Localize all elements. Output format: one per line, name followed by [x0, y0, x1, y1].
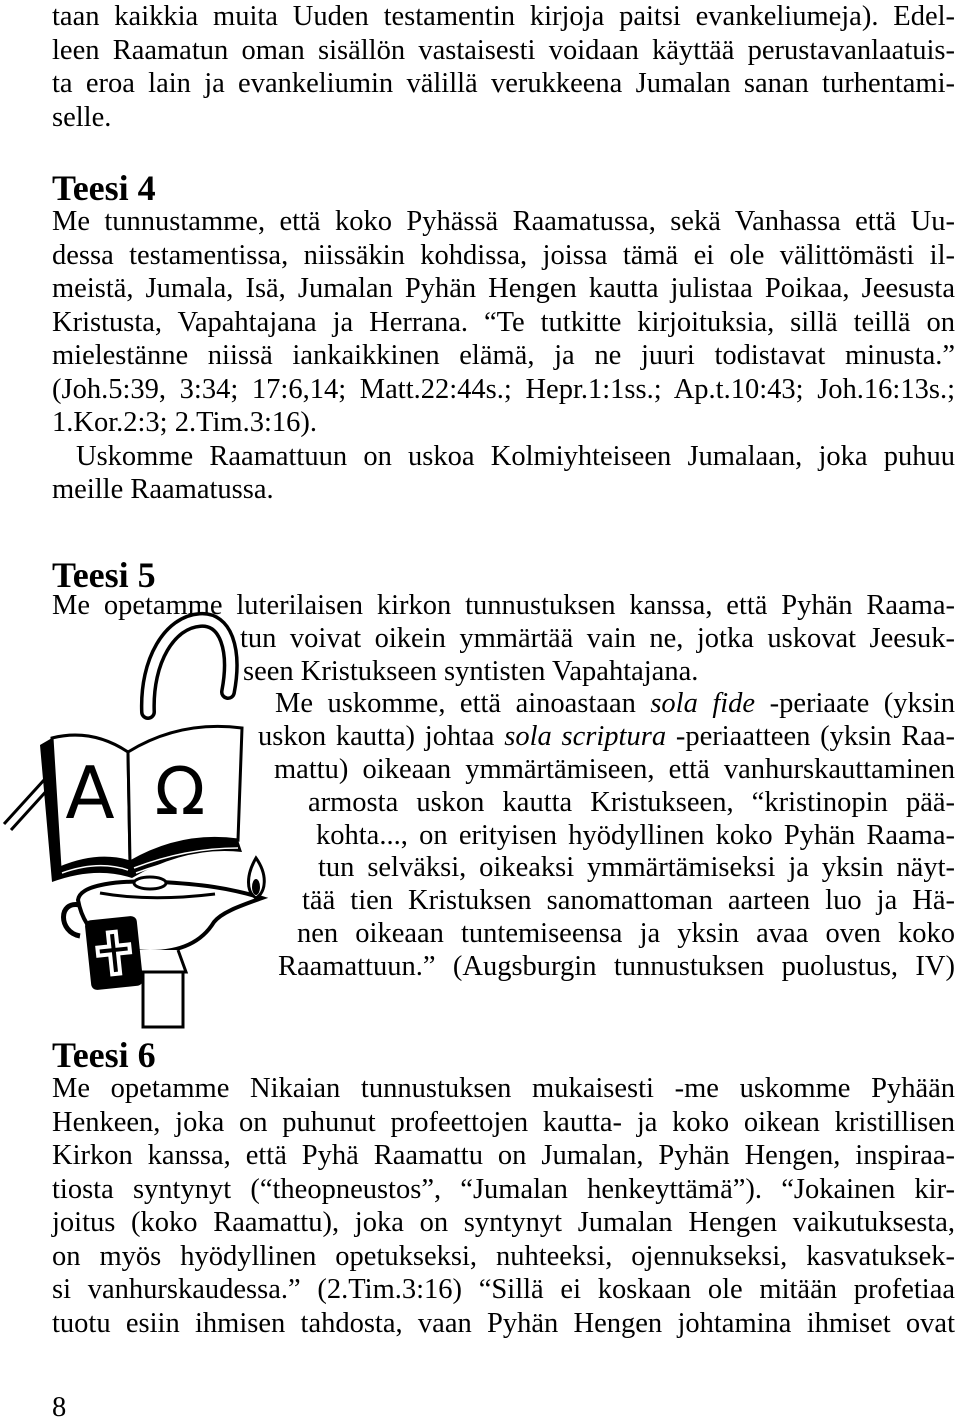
text-line: si vanhurskaudessa.” (2.Tim.3:16) “Sillä ei koskaan ole mitään profetiaa [52, 1274, 955, 1305]
text-line: 1.Kor.2:3; 2.Tim.3:16). [52, 407, 317, 438]
omega-letter: Ω [154, 753, 206, 830]
text-line: leen Raamatun oman sisällön vastaisesti voidaan käyttää perustavanlaatuis- [52, 34, 955, 66]
text-line: Me opetamme Nikaian tunnustuksen mukaisesti -me uskomme Pyhään [52, 1073, 955, 1104]
text-line: tiosta syntynyt (“theopneustos”, “Jumalan henkeyttämä”). “Jokainen kir- [52, 1173, 955, 1205]
cross-banner-icon [84, 915, 143, 990]
bookmark-ribbon [4, 780, 50, 830]
italic-term: sola fide [650, 688, 756, 720]
text-segment: uskon kautta) johtaa [258, 721, 505, 753]
text-line: tun voivat oikein ymmärtää vain ne, jotka uskovat Jeesuk- [240, 622, 955, 654]
text-line: seen Kristukseen syntisten Vapahtajana. [243, 655, 699, 687]
text-line: joitus (koko Raamattu), joka on syntynyt Jumalan Hengen vaikutuksesta, [52, 1207, 955, 1238]
section-heading-teesi-5: Teesi 5 [52, 555, 156, 595]
text-line: (Joh.5:39, 3:34; 17:6,14; Matt.22:44s.; Hepr.1:1ss.; Ap.t.10:43; Joh.16:13s.; [52, 373, 955, 405]
teesi-6-paragraph [52, 1072, 955, 1340]
text-segment: -periaate (yksin [755, 688, 956, 720]
text-line: armosta uskon kautta Kristukseen, “kristinopin pää- [308, 786, 955, 818]
text-line: Raamattuun.” (Augsburgin tunnustuksen puolustus, IV) [278, 950, 955, 982]
text-line: dessa testamentissa, niissäkin kohdissa, joissa tämä ei ole välittömästi il- [52, 239, 955, 271]
text-line: taan kaikkia muita Uuden testamentin kirjoja paitsi evankeliumeja). Edel- [52, 1, 955, 32]
text-line: meistä, Jumala, Isä, Jumalan Pyhän Hengen kautta julistaa Poikaa, Jeesusta [52, 273, 955, 304]
text-line: nen oikeaan tuntemiseensa ja yksin avaa oven koko [297, 917, 955, 949]
open-book [40, 726, 242, 882]
text-line [258, 721, 955, 754]
text-line: ta eroa lain ja evankeliumin välillä verukkeena Jumalan sanan turhentami- [52, 68, 955, 99]
teesi-4-paragraph [52, 205, 955, 507]
text-line: on myös hyödyllinen opetukseksi, nuhteeksi, ojennukseksi, kasvatuksek- [52, 1240, 955, 1272]
lamp-flame-icon [249, 858, 265, 898]
alpha-letter: A [65, 751, 115, 835]
text-line: Kirkon kanssa, että Pyhä Raamattu on Jumalan, Pyhän Hengen, inspiraa- [52, 1140, 955, 1171]
text-line: selle. [52, 101, 112, 133]
section-heading-teesi-6: Teesi 6 [52, 1035, 156, 1075]
text-line: tää tien Kristuksen sanomattoman aarteen luo ja Hä- [302, 885, 955, 917]
text-line: tuotu esiin ihmisen tahdosta, vaan Pyhän Hengen johtamina ihmiset ovat [52, 1307, 955, 1339]
intro-paragraph [52, 0, 955, 134]
italic-term: sola scriptura [504, 721, 667, 753]
text-line: Uskomme Raamattuun on uskoa Kolmiyhteiseen Jumalaan, joka puhuu [76, 440, 955, 472]
text-line: Henkeen, joka on puhunut profeettojen kautta- ja koko oikean kristillisen [52, 1106, 955, 1138]
text-line: Kristusta, Vapahtajana ja Herrana. “Te tutkitte kirjoituksia, sillä teillä on [52, 306, 955, 338]
text-line: Me tunnustamme, että koko Pyhässä Raamatussa, sekä Vanhassa että Uu- [52, 206, 955, 237]
text-segment: Me uskomme, että ainoastaan [275, 688, 651, 720]
text-segment: -periaatteen (yksin Raa- [666, 721, 955, 753]
text-line: mielestänne niissä iankaikkinen elämä, ja ne juuri todistavat minusta.” [52, 340, 955, 371]
page-number: 8 [52, 1392, 67, 1423]
text-line: Me opetamme luterilaisen kirkon tunnustuksen kanssa, että Pyhän Raama- [52, 590, 955, 621]
text-line: tun selväksi, oikeaksi ymmärtämiseksi ja yksin näyt- [318, 852, 955, 884]
text-line: kohta..., on erityisen hyödyllinen koko Pyhän Raama- [316, 819, 955, 851]
section-heading-teesi-4: Teesi 4 [52, 168, 156, 208]
text-line: mattu) oikeaan ymmärtämiseen, että vanhurskauttaminen [274, 753, 955, 785]
alpha-omega-illustration [0, 600, 280, 1035]
text-line [275, 688, 955, 721]
text-line: meille Raamatussa. [52, 474, 274, 505]
